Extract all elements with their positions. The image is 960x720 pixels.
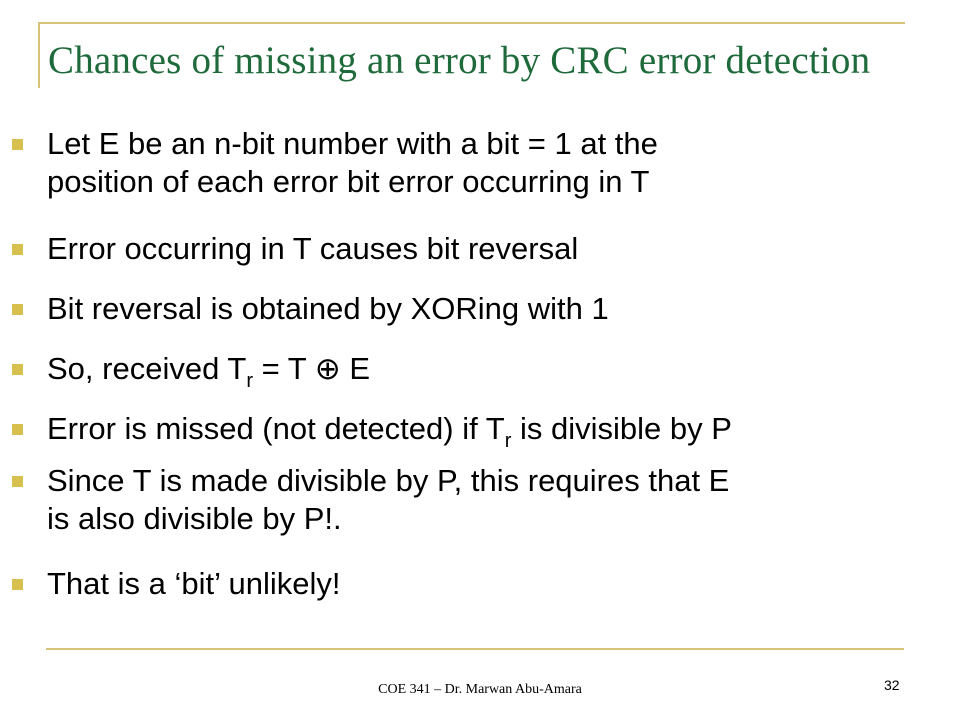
bullet-text: position of each error bit error occurring in T xyxy=(47,164,650,199)
bullet-text-pre: So, received T xyxy=(47,351,247,386)
bullet-square-icon xyxy=(12,139,23,150)
bullet-item xyxy=(12,565,912,603)
bullet-item xyxy=(12,290,912,328)
footer-text: COE 341 – Dr. Marwan Abu-Amara xyxy=(378,682,582,697)
bullet-text: That is a ‘bit’ unlikely! xyxy=(47,566,341,601)
bullet-text-post: is divisible by P xyxy=(511,411,732,446)
subscript: r xyxy=(246,370,253,392)
bullet-item xyxy=(12,350,912,400)
slide-title: Chances of missing an error by CRC error detection xyxy=(48,39,871,82)
bullet-item xyxy=(12,125,912,201)
bullet-text-pre: Error is missed (not detected) if T xyxy=(47,411,505,446)
bullet-item xyxy=(12,410,912,460)
bullet-text: Bit reversal is obtained by XORing with 1 xyxy=(47,291,609,326)
bullet-square-icon xyxy=(12,364,23,375)
bullet-text xyxy=(47,350,370,400)
bullet-text: Let E be an n-bit number with a bit = 1 at the xyxy=(47,126,658,161)
bullet-square-icon xyxy=(12,244,23,255)
subscript: r xyxy=(504,430,512,452)
bottom-rule xyxy=(46,648,904,650)
bullet-text xyxy=(47,410,732,460)
left-rule xyxy=(38,22,40,88)
page-number: 32 xyxy=(884,677,900,693)
top-rule xyxy=(38,22,905,24)
bullet-square-icon xyxy=(12,579,23,590)
bullet-square-icon xyxy=(12,304,23,315)
bullet-text: Since T is made divisible by P, this requires that E xyxy=(47,463,730,498)
bullet-square-icon xyxy=(12,476,23,487)
bullet-text: Error occurring in T causes bit reversal xyxy=(47,231,579,266)
bullet-square-icon xyxy=(12,424,23,435)
bullet-item xyxy=(12,230,912,268)
bullet-text: is also divisible by P!. xyxy=(47,501,342,536)
bullet-item xyxy=(12,462,912,538)
bullet-text-post: = T ⊕ E xyxy=(252,351,371,386)
